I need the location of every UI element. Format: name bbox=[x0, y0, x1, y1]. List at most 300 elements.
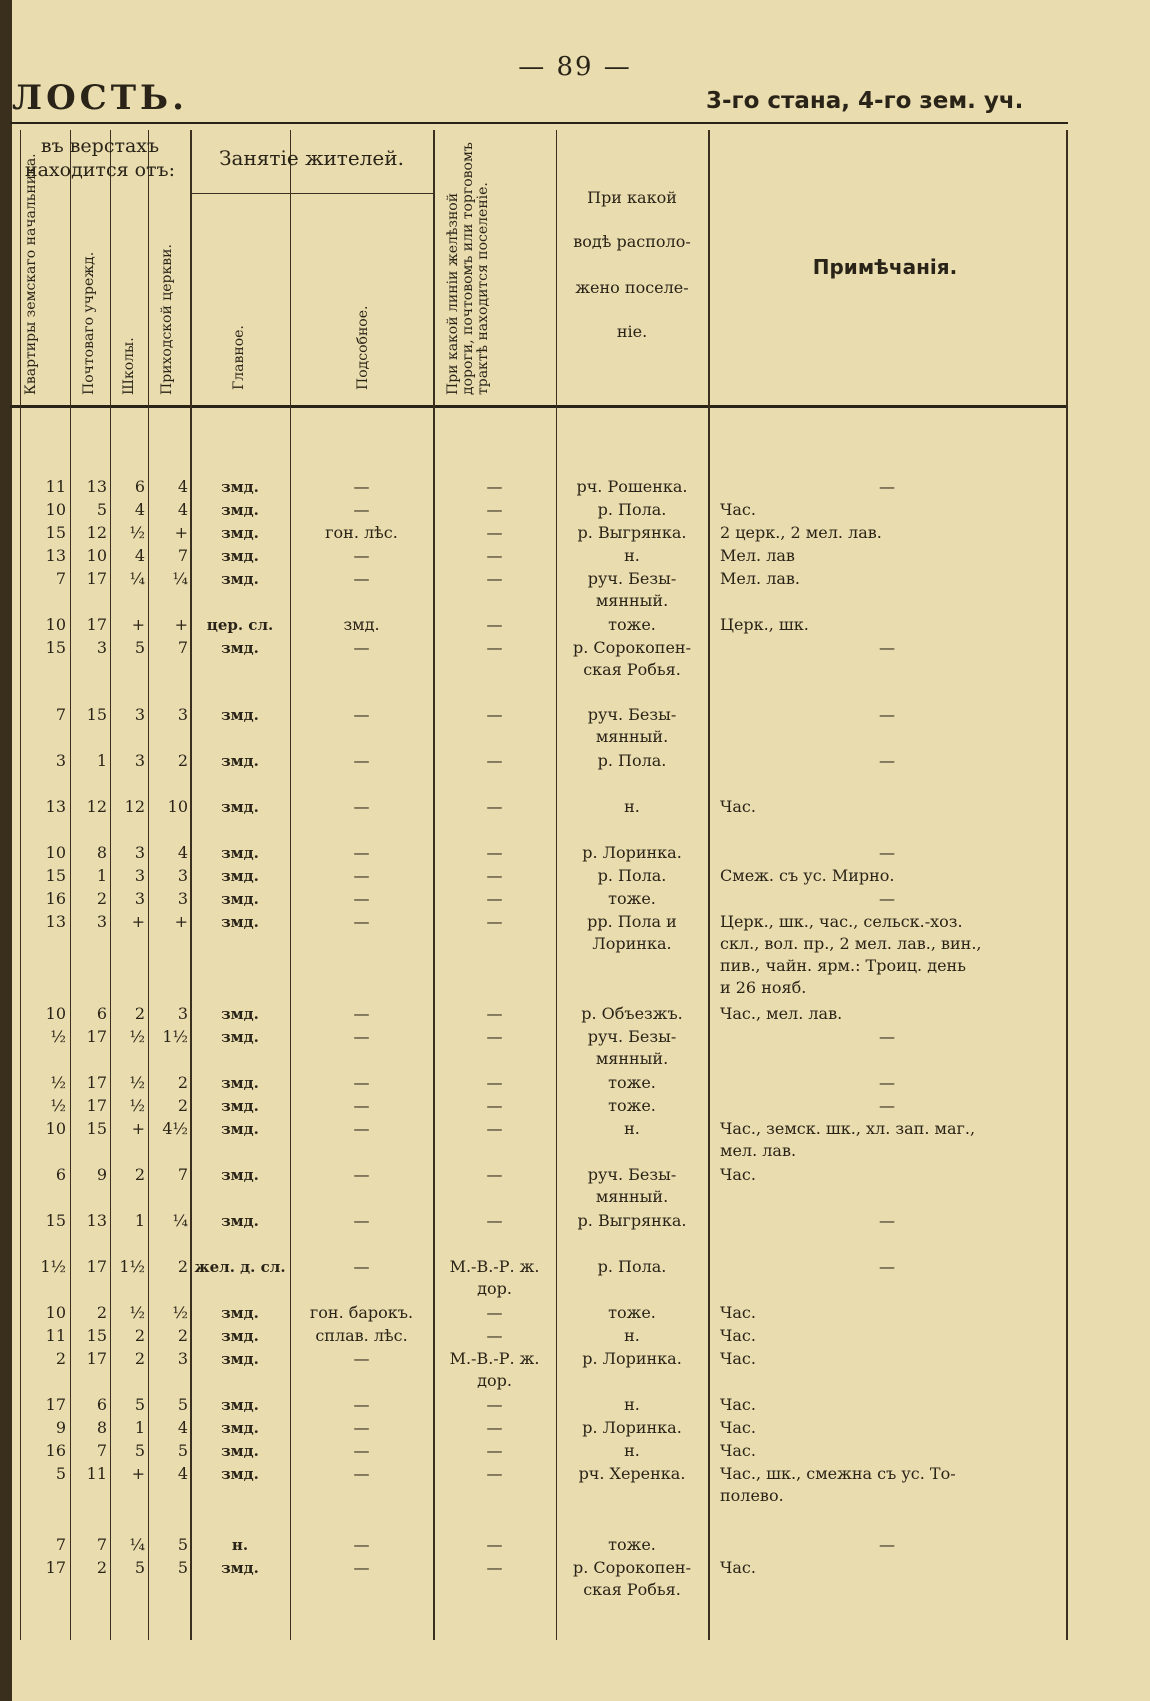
cell-water: р. Сорокопен- bbox=[573, 1558, 691, 1577]
cell-d: ¼ bbox=[172, 569, 188, 588]
cell-c: ½ bbox=[129, 1027, 145, 1046]
cell-rail: — bbox=[486, 523, 503, 542]
cell-d: 3 bbox=[177, 1349, 188, 1368]
cell-b: 2 bbox=[96, 1558, 107, 1577]
cell-rail: — bbox=[486, 546, 503, 565]
occupation-header: Занятіе жителей. bbox=[219, 146, 404, 170]
cell-a: 5 bbox=[55, 1464, 66, 1483]
cell-d: ¼ bbox=[172, 1211, 188, 1230]
cell-b: 1 bbox=[96, 751, 107, 770]
cell-b: 15 bbox=[86, 1119, 107, 1138]
cell-c: 2 bbox=[134, 1326, 145, 1345]
cell-aux: — bbox=[353, 705, 370, 724]
cell-c: 1 bbox=[134, 1418, 145, 1437]
cell-notes: Церк., шк. bbox=[720, 615, 809, 634]
cell-main: змд. bbox=[221, 1120, 259, 1138]
cell-water: н. bbox=[624, 1395, 640, 1414]
cell-rail: — bbox=[486, 1004, 503, 1023]
cell-aux: — bbox=[353, 1464, 370, 1483]
col-water-header-3: жено поселе- bbox=[575, 278, 689, 297]
cell-b: 7 bbox=[96, 1535, 107, 1554]
cell-d: 2 bbox=[177, 1326, 188, 1345]
cell-aux: — bbox=[353, 500, 370, 519]
occupation-subrule bbox=[190, 193, 433, 194]
cell-d: 7 bbox=[177, 1165, 188, 1184]
cell-water: мянный. bbox=[595, 1049, 669, 1068]
cell-c: 3 bbox=[134, 866, 145, 885]
cell-water: н. bbox=[624, 1326, 640, 1345]
cell-water: ская Робья. bbox=[583, 1580, 681, 1599]
cell-d: 2 bbox=[177, 751, 188, 770]
cell-c: + bbox=[131, 1464, 145, 1483]
cell-b: 3 bbox=[96, 912, 107, 931]
cell-rail: — bbox=[486, 477, 503, 496]
cell-rail: — bbox=[486, 889, 503, 908]
cell-a: 11 bbox=[45, 1326, 66, 1345]
cell-rail: — bbox=[486, 1096, 503, 1115]
cell-c: 1½ bbox=[119, 1257, 145, 1276]
cell-rail: — bbox=[486, 569, 503, 588]
cell-aux: — bbox=[353, 569, 370, 588]
cell-water: р. Пола. bbox=[597, 751, 667, 770]
cell-main: змд. bbox=[221, 547, 259, 565]
cell-d: 3 bbox=[177, 889, 188, 908]
col-water-header-1: При какой bbox=[587, 188, 677, 207]
cell-notes: Час. bbox=[720, 1441, 756, 1460]
cell-a: 7 bbox=[55, 705, 66, 724]
cell-water: руч. Безы- bbox=[587, 1027, 677, 1046]
col-rule bbox=[708, 130, 710, 1640]
cell-main: змд. bbox=[221, 1166, 259, 1184]
cell-b: 15 bbox=[86, 1326, 107, 1345]
cell-b: 17 bbox=[86, 1257, 107, 1276]
cell-rail: — bbox=[486, 705, 503, 724]
cell-main: змд. bbox=[221, 1005, 259, 1023]
cell-b: 10 bbox=[86, 546, 107, 565]
cell-b: 9 bbox=[96, 1165, 107, 1184]
cell-b: 2 bbox=[96, 889, 107, 908]
cell-notes: полево. bbox=[720, 1486, 784, 1505]
cell-b: 13 bbox=[86, 477, 107, 496]
cell-water: мянный. bbox=[595, 727, 669, 746]
cell-b: 17 bbox=[86, 1349, 107, 1368]
cell-notes: Час. bbox=[720, 1558, 756, 1577]
cell-c: 3 bbox=[134, 843, 145, 862]
cell-b: 3 bbox=[96, 638, 107, 657]
cell-c: 3 bbox=[134, 705, 145, 724]
cell-b: 12 bbox=[86, 523, 107, 542]
cell-aux: — bbox=[353, 1073, 370, 1092]
cell-main: змд. bbox=[221, 1028, 259, 1046]
cell-d: + bbox=[174, 615, 188, 634]
cell-a: 16 bbox=[45, 1441, 66, 1460]
cell-aux: — bbox=[353, 1119, 370, 1138]
cell-b: 8 bbox=[96, 1418, 107, 1437]
cell-aux: — bbox=[353, 1535, 370, 1554]
cell-main: змд. bbox=[221, 867, 259, 885]
cell-c: 2 bbox=[134, 1004, 145, 1023]
cell-aux: — bbox=[353, 1211, 370, 1230]
cell-rail: — bbox=[486, 1073, 503, 1092]
cell-notes: — bbox=[879, 1211, 895, 1230]
page-edge bbox=[0, 0, 12, 1701]
cell-rail: — bbox=[486, 638, 503, 657]
cell-rail: — bbox=[486, 1211, 503, 1230]
cell-rail: — bbox=[486, 843, 503, 862]
cell-rail: — bbox=[486, 1535, 503, 1554]
cell-a: 10 bbox=[45, 615, 66, 634]
cell-c: 2 bbox=[134, 1165, 145, 1184]
cell-rail: — bbox=[486, 866, 503, 885]
cell-main: змд. bbox=[221, 639, 259, 657]
cell-a: 17 bbox=[45, 1395, 66, 1414]
cell-aux: — bbox=[353, 638, 370, 657]
cell-c: ½ bbox=[129, 1303, 145, 1322]
cell-d: 5 bbox=[177, 1535, 188, 1554]
cell-aux: гон. лѣс. bbox=[325, 523, 398, 542]
cell-a: 17 bbox=[45, 1558, 66, 1577]
cell-notes: Час. bbox=[720, 1165, 756, 1184]
cell-main: змд. bbox=[221, 706, 259, 724]
cell-main: змд. bbox=[221, 1396, 259, 1414]
cell-notes: — bbox=[879, 889, 895, 908]
cell-main: змд. bbox=[221, 1559, 259, 1577]
cell-water: рр. Пола и bbox=[587, 912, 677, 931]
cell-d: 10 bbox=[167, 797, 188, 816]
col-main-header: Главное. bbox=[231, 325, 247, 390]
cell-c: + bbox=[131, 615, 145, 634]
cell-d: 7 bbox=[177, 546, 188, 565]
cell-main: змд. bbox=[221, 1465, 259, 1483]
cell-a: 13 bbox=[45, 912, 66, 931]
col-water-header-2: водѣ располо- bbox=[573, 232, 691, 251]
cell-notes: Час. bbox=[720, 1349, 756, 1368]
cell-aux: — bbox=[353, 1418, 370, 1437]
cell-main: змд. bbox=[221, 1097, 259, 1115]
cell-notes: — bbox=[879, 843, 895, 862]
col-church-header: Приходской церкви. bbox=[159, 244, 175, 395]
cell-a: 7 bbox=[55, 569, 66, 588]
cell-a: 10 bbox=[45, 500, 66, 519]
cell-d: 2 bbox=[177, 1096, 188, 1115]
cell-aux: — bbox=[353, 912, 370, 931]
cell-water: руч. Безы- bbox=[587, 705, 677, 724]
cell-notes: пив., чайн. ярм.: Троиц. день bbox=[720, 956, 966, 975]
cell-b: 2 bbox=[96, 1303, 107, 1322]
cell-b: 6 bbox=[96, 1004, 107, 1023]
cell-d: 7 bbox=[177, 638, 188, 657]
cell-water: н. bbox=[624, 1441, 640, 1460]
cell-aux: — bbox=[353, 1349, 370, 1368]
cell-notes: — bbox=[879, 751, 895, 770]
cell-a: 2 bbox=[55, 1349, 66, 1368]
cell-c: 5 bbox=[134, 1558, 145, 1577]
top-rule bbox=[10, 122, 1068, 124]
cell-a: 1½ bbox=[40, 1257, 66, 1276]
cell-a: 10 bbox=[45, 1119, 66, 1138]
cell-b: 17 bbox=[86, 1073, 107, 1092]
cell-water: мянный. bbox=[595, 1187, 669, 1206]
cell-notes: Мел. лав bbox=[720, 546, 795, 565]
district-title: 3-го стана, 4-го зем. уч. bbox=[706, 88, 1024, 114]
cell-d: 2 bbox=[177, 1257, 188, 1276]
cell-a: 10 bbox=[45, 843, 66, 862]
cell-c: 4 bbox=[134, 500, 145, 519]
cell-main: змд. bbox=[221, 752, 259, 770]
cell-b: 6 bbox=[96, 1395, 107, 1414]
cell-notes: Час. bbox=[720, 1303, 756, 1322]
cell-main: змд. bbox=[221, 570, 259, 588]
cell-d: 3 bbox=[177, 705, 188, 724]
cell-main: змд. bbox=[221, 844, 259, 862]
cell-a: 9 bbox=[55, 1418, 66, 1437]
cell-a: 10 bbox=[45, 1004, 66, 1023]
cell-water: мянный. bbox=[595, 591, 669, 610]
cell-b: 1 bbox=[96, 866, 107, 885]
cell-a: ½ bbox=[50, 1027, 66, 1046]
cell-d: + bbox=[174, 912, 188, 931]
cell-aux: — bbox=[353, 1004, 370, 1023]
cell-main: змд. bbox=[221, 524, 259, 542]
cell-notes: Час., земск. шк., хл. зап. маг., bbox=[720, 1119, 976, 1138]
cell-water: р. Лоринка. bbox=[582, 1418, 682, 1437]
cell-b: 5 bbox=[96, 500, 107, 519]
cell-aux: — bbox=[353, 1441, 370, 1460]
cell-notes: — bbox=[879, 1535, 895, 1554]
cell-water: рч. Рошенка. bbox=[576, 477, 688, 496]
cell-aux: гон. барокъ. bbox=[309, 1303, 414, 1322]
cell-water: тоже. bbox=[608, 1096, 656, 1115]
cell-water: р. Выгрянка. bbox=[577, 1211, 687, 1230]
cell-d: 5 bbox=[177, 1395, 188, 1414]
cell-aux: — bbox=[353, 1395, 370, 1414]
cell-rail: — bbox=[486, 1558, 503, 1577]
volost-title: ЛОСТЬ. bbox=[12, 78, 188, 118]
cell-b: 13 bbox=[86, 1211, 107, 1230]
cell-main: жел. д. сл. bbox=[194, 1258, 286, 1276]
cell-aux: — bbox=[353, 1165, 370, 1184]
cell-main: змд. bbox=[221, 1074, 259, 1092]
cell-rail: — bbox=[486, 751, 503, 770]
cell-main: змд. bbox=[221, 1350, 259, 1368]
cell-b: 8 bbox=[96, 843, 107, 862]
cell-aux: сплав. лѣс. bbox=[315, 1326, 408, 1345]
distances-header: въ верстахъ находится отъ: bbox=[24, 135, 176, 181]
cell-rail: — bbox=[486, 912, 503, 931]
cell-a: ½ bbox=[50, 1096, 66, 1115]
col-post-header: Почтоваго учрежд. bbox=[81, 251, 97, 395]
cell-water: р. Пола. bbox=[597, 866, 667, 885]
cell-notes: Мел. лав. bbox=[720, 569, 800, 588]
cell-rail: — bbox=[486, 1441, 503, 1460]
cell-c: 5 bbox=[134, 638, 145, 657]
cell-d: 1½ bbox=[162, 1027, 188, 1046]
cell-a: 10 bbox=[45, 1303, 66, 1322]
cell-aux: — bbox=[353, 889, 370, 908]
cell-a: 3 bbox=[55, 751, 66, 770]
cell-d: 4 bbox=[177, 843, 188, 862]
cell-c: 4 bbox=[134, 546, 145, 565]
cell-d: 5 bbox=[177, 1558, 188, 1577]
cell-d: 2 bbox=[177, 1073, 188, 1092]
cell-c: 6 bbox=[134, 477, 145, 496]
cell-notes: — bbox=[879, 1257, 895, 1276]
cell-d: ½ bbox=[172, 1303, 188, 1322]
cell-d: 3 bbox=[177, 866, 188, 885]
cell-main: змд. bbox=[221, 1304, 259, 1322]
cell-aux: — bbox=[353, 1558, 370, 1577]
cell-main: змд. bbox=[221, 798, 259, 816]
cell-main: змд. bbox=[221, 890, 259, 908]
cell-aux: змд. bbox=[343, 615, 380, 634]
cell-c: ¼ bbox=[129, 1535, 145, 1554]
cell-a: 15 bbox=[45, 638, 66, 657]
cell-notes: скл., вол. пр., 2 мел. лав., вин., bbox=[720, 934, 982, 953]
cell-aux: — bbox=[353, 1257, 370, 1276]
cell-b: 17 bbox=[86, 615, 107, 634]
cell-a: 13 bbox=[45, 797, 66, 816]
cell-b: 17 bbox=[86, 1027, 107, 1046]
cell-aux: — bbox=[353, 477, 370, 496]
cell-notes: Час. bbox=[720, 797, 756, 816]
cell-main: змд. bbox=[221, 913, 259, 931]
cell-d: 4 bbox=[177, 500, 188, 519]
cell-notes: Смеж. съ ус. Мирно. bbox=[720, 866, 895, 885]
cell-b: 11 bbox=[86, 1464, 107, 1483]
cell-main: змд. bbox=[221, 1442, 259, 1460]
cell-notes: — bbox=[879, 1096, 895, 1115]
cell-b: 12 bbox=[86, 797, 107, 816]
cell-water: ская Робья. bbox=[583, 660, 681, 679]
cell-water: р. Выгрянка. bbox=[577, 523, 687, 542]
cell-notes: мел. лав. bbox=[720, 1141, 797, 1160]
cell-d: 4 bbox=[177, 1464, 188, 1483]
cell-main: змд. bbox=[221, 501, 259, 519]
cell-water: н. bbox=[624, 1119, 640, 1138]
cell-a: 15 bbox=[45, 523, 66, 542]
cell-c: 5 bbox=[134, 1441, 145, 1460]
cell-rail: — bbox=[486, 1303, 503, 1322]
cell-rail: М.-В.-Р. ж. дор. bbox=[449, 1349, 540, 1390]
cell-notes: и 26 нояб. bbox=[720, 978, 807, 997]
cell-notes: Час., шк., смежна съ ус. То- bbox=[720, 1464, 956, 1483]
col-rule bbox=[556, 130, 557, 1640]
col-notes-header: Примѣчанія. bbox=[812, 255, 958, 279]
cell-rail: — bbox=[486, 1027, 503, 1046]
cell-notes: — bbox=[879, 1027, 895, 1046]
cell-rail: — bbox=[486, 1464, 503, 1483]
cell-notes: Церк., шк., час., сельск.-хоз. bbox=[720, 912, 963, 931]
cell-aux: — bbox=[353, 1027, 370, 1046]
col-railway-header: При какой линіи желѣзной дороги, почтовомъ или торговомъ трактѣ находится поселеніе. bbox=[445, 142, 491, 395]
cell-water: р. Пола. bbox=[597, 1257, 667, 1276]
cell-a: 6 bbox=[55, 1165, 66, 1184]
cell-water: руч. Безы- bbox=[587, 1165, 677, 1184]
cell-notes: — bbox=[879, 638, 895, 657]
cell-notes: Час. bbox=[720, 1326, 756, 1345]
cell-c: 12 bbox=[124, 797, 145, 816]
cell-c: + bbox=[131, 1119, 145, 1138]
cell-a: 13 bbox=[45, 546, 66, 565]
cell-water: н. bbox=[624, 546, 640, 565]
cell-d: 4½ bbox=[162, 1119, 188, 1138]
cell-aux: — bbox=[353, 751, 370, 770]
cell-notes: Час. bbox=[720, 1418, 756, 1437]
cell-b: 17 bbox=[86, 569, 107, 588]
cell-water: тоже. bbox=[608, 1303, 656, 1322]
cell-notes: Час., мел. лав. bbox=[720, 1004, 843, 1023]
cell-rail: — bbox=[486, 797, 503, 816]
cell-water: р. Сорокопен- bbox=[573, 638, 691, 657]
cell-d: 4 bbox=[177, 477, 188, 496]
cell-c: 3 bbox=[134, 889, 145, 908]
cell-water: р. Лоринка. bbox=[582, 1349, 682, 1368]
cell-main: змд. bbox=[221, 478, 259, 496]
cell-a: ½ bbox=[50, 1073, 66, 1092]
col-school-header: Школы. bbox=[121, 337, 137, 395]
cell-a: 15 bbox=[45, 1211, 66, 1230]
cell-d: 5 bbox=[177, 1441, 188, 1460]
cell-water: р. Лоринка. bbox=[582, 843, 682, 862]
cell-main: змд. bbox=[221, 1327, 259, 1345]
cell-main: цер. сл. bbox=[206, 616, 274, 634]
cell-water: р. Пола. bbox=[597, 500, 667, 519]
cell-water: тоже. bbox=[608, 1535, 656, 1554]
cell-b: 15 bbox=[86, 705, 107, 724]
cell-aux: — bbox=[353, 797, 370, 816]
cell-water: н. bbox=[624, 797, 640, 816]
cell-b: 17 bbox=[86, 1096, 107, 1115]
cell-main: змд. bbox=[221, 1419, 259, 1437]
cell-d: 3 bbox=[177, 1004, 188, 1023]
cell-rail: — bbox=[486, 1119, 503, 1138]
cell-a: 15 bbox=[45, 866, 66, 885]
col-quarters-header: Квартиры земскаго начальника. bbox=[23, 153, 39, 395]
cell-c: ¼ bbox=[129, 569, 145, 588]
cell-c: 1 bbox=[134, 1211, 145, 1230]
cell-a: 7 bbox=[55, 1535, 66, 1554]
cell-notes: 2 церк., 2 мел. лав. bbox=[720, 523, 882, 542]
cell-notes: — bbox=[879, 705, 895, 724]
cell-water: тоже. bbox=[608, 615, 656, 634]
cell-rail: — bbox=[486, 1395, 503, 1414]
header-rule bbox=[10, 405, 1068, 408]
cell-rail: — bbox=[486, 615, 503, 634]
cell-water: р. Объезжъ. bbox=[581, 1004, 683, 1023]
cell-c: 2 bbox=[134, 1349, 145, 1368]
col-rule bbox=[1066, 130, 1068, 1640]
cell-a: 11 bbox=[45, 477, 66, 496]
cell-c: ½ bbox=[129, 1073, 145, 1092]
cell-notes: — bbox=[879, 477, 895, 496]
cell-water: тоже. bbox=[608, 889, 656, 908]
col-aux-header: Подсобное. bbox=[355, 305, 371, 390]
cell-rail: М.-В.-Р. ж. дор. bbox=[449, 1257, 540, 1298]
cell-aux: — bbox=[353, 546, 370, 565]
col-water-header-4: ніе. bbox=[616, 322, 648, 341]
cell-c: + bbox=[131, 912, 145, 931]
cell-aux: — bbox=[353, 866, 370, 885]
cell-rail: — bbox=[486, 500, 503, 519]
cell-water: руч. Безы- bbox=[587, 569, 677, 588]
page-number: — 89 — bbox=[518, 52, 632, 82]
cell-notes: Час. bbox=[720, 500, 756, 519]
cell-c: 3 bbox=[134, 751, 145, 770]
cell-a: 16 bbox=[45, 889, 66, 908]
cell-d: + bbox=[174, 523, 188, 542]
cell-rail: — bbox=[486, 1165, 503, 1184]
cell-main: н. bbox=[231, 1536, 249, 1554]
